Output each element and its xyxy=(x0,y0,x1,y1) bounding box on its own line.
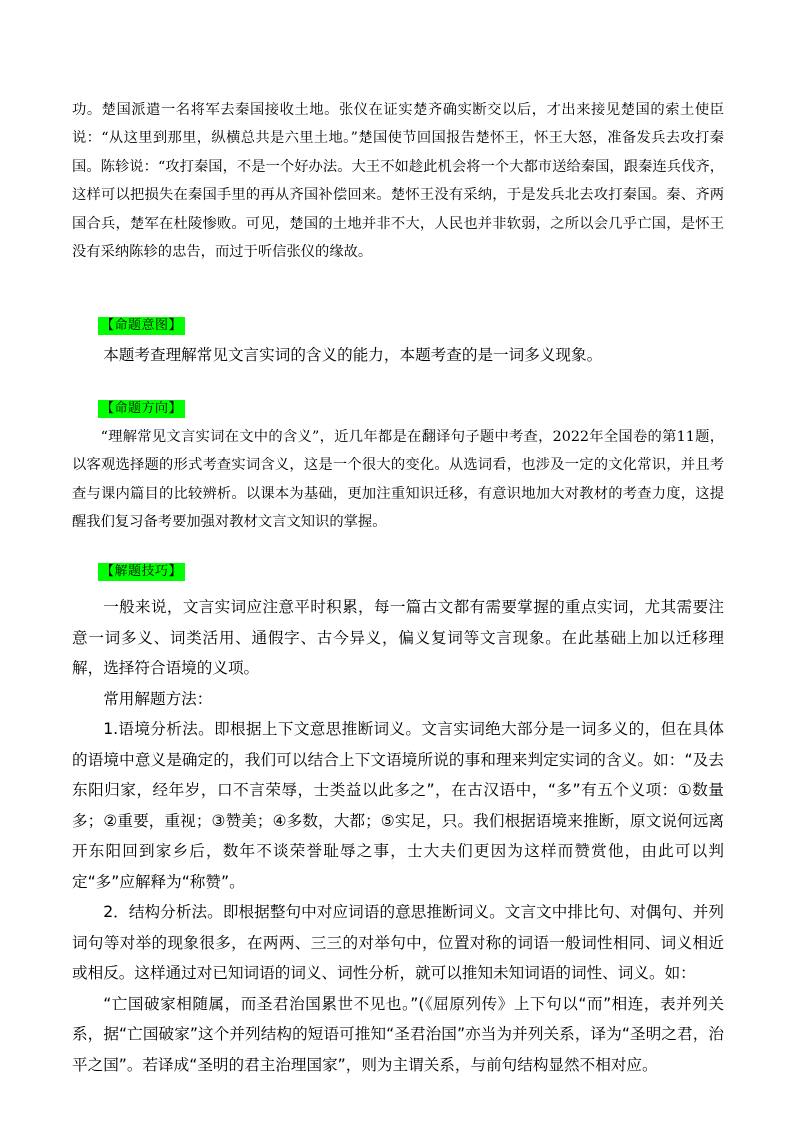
intent-tag: 【命题意图】 xyxy=(98,317,185,335)
skills-paragraph-3: 1.语境分析法。即根据上下文意思推断词义。文言实词绝大部分是一词多义的，但在具体的语境中意义是确定的，我们可以结合上下文语境所说的事和理来判定实词的含义。如：“及去东阳归家，经年岁，口不言荣辱，士类益以此多之”，在古汉语中，“多”有五个义项：①数量多；②重要，重视；③赞美；④多数，大都；⑤实足，只。我们根据语境来推断，原文说何远离开东阳回到家乡后，数年不谈荣誉耻辱之事，士大夫们更因为这样而赞赏他，由此可以判定“多”应解释为“称赞”。 xyxy=(72,720,724,891)
passage-paragraph: 功。楚国派遣一名将军去秦国接收土地。张仪在证实楚齐确实断交以后，才出来接见楚国的索土使臣说：“从这里到那里，纵横总共是六里土地。”楚国使节回国报告楚怀王，怀王大怒，准备发兵去攻打秦国。陈轸说：“攻打秦国，不是一个好办法。大王不如趁此机会将一个大都市送给秦国，跟秦连兵伐齐，这样可以把损失在秦国手里的再从齐国补偿回来。楚怀王没有采纳，于是发兵北去攻打秦国。秦、齐两国合兵，楚军在杜陵惨败。可见，楚国的土地并非不大，人民也并非软弱，之所以会几乎亡国，是怀王没有采纳陈轸的忠告，而过于听信张仪的缘故。 xyxy=(72,102,724,261)
direction-text: “理解常见文言实词在文中的含义”，近几年都是在翻译句子题中考查，2022年全国卷的第11题，以客观选择题的形式考查实词含义，这是一个很大的变化。从选词看，也涉及一定的文化常识，并且考查与课内篇目的比较辨析。以课本为基础，更加注重知识迁移，有意识地加大对教材的考查力度，这提醒我们复习备考要加强对教材文言文知识的掌握。 xyxy=(72,429,724,531)
direction-section xyxy=(72,423,724,537)
skills-section xyxy=(72,592,724,1080)
skills-tag: 【解题技巧】 xyxy=(98,563,185,581)
skills-paragraph-2: 常用解题方法： xyxy=(103,689,213,708)
intent-text: 本题考查理解常见文言实词的含义的能力，本题考查的是一词多义现象。 xyxy=(103,346,603,364)
intent-section xyxy=(72,340,724,371)
passage-translation xyxy=(72,96,724,266)
direction-tag: 【命题方向】 xyxy=(98,400,185,418)
skills-paragraph-5: “亡国破家相随属，而圣君治国累世不见也。”(《屈原列传》上下句以“而”相连，表并列关系，据“亡国破家”这个并列结构的短语可推知“圣君治国”亦当为并列关系，译为“圣明之君，治平之国”。若译成“圣明的君主治理国家”，则为主谓关系，与前句结构显然不相对应。 xyxy=(72,994,724,1074)
skills-paragraph-4: 2．结构分析法。即根据整句中对应词语的意思推断词义。文言文中排比句、对偶句、并列词句等对举的现象很多，在两两、三三的对举句中，位置对称的词语一般词性相同、词义相近或相反。这样通过对已知词语的词义、词性分析，就可以推知未知词语的词性、词义。如： xyxy=(72,903,724,982)
skills-paragraph-1: 一般来说，文言实词应注意平时积累，每一篇古文都有需要掌握的重点实词，尤其需要注意一词多义、词类活用、通假字、古今异义，偏义复词等文言现象。在此基础上加以迁移理解，选择符合语境的义项。 xyxy=(72,598,724,677)
